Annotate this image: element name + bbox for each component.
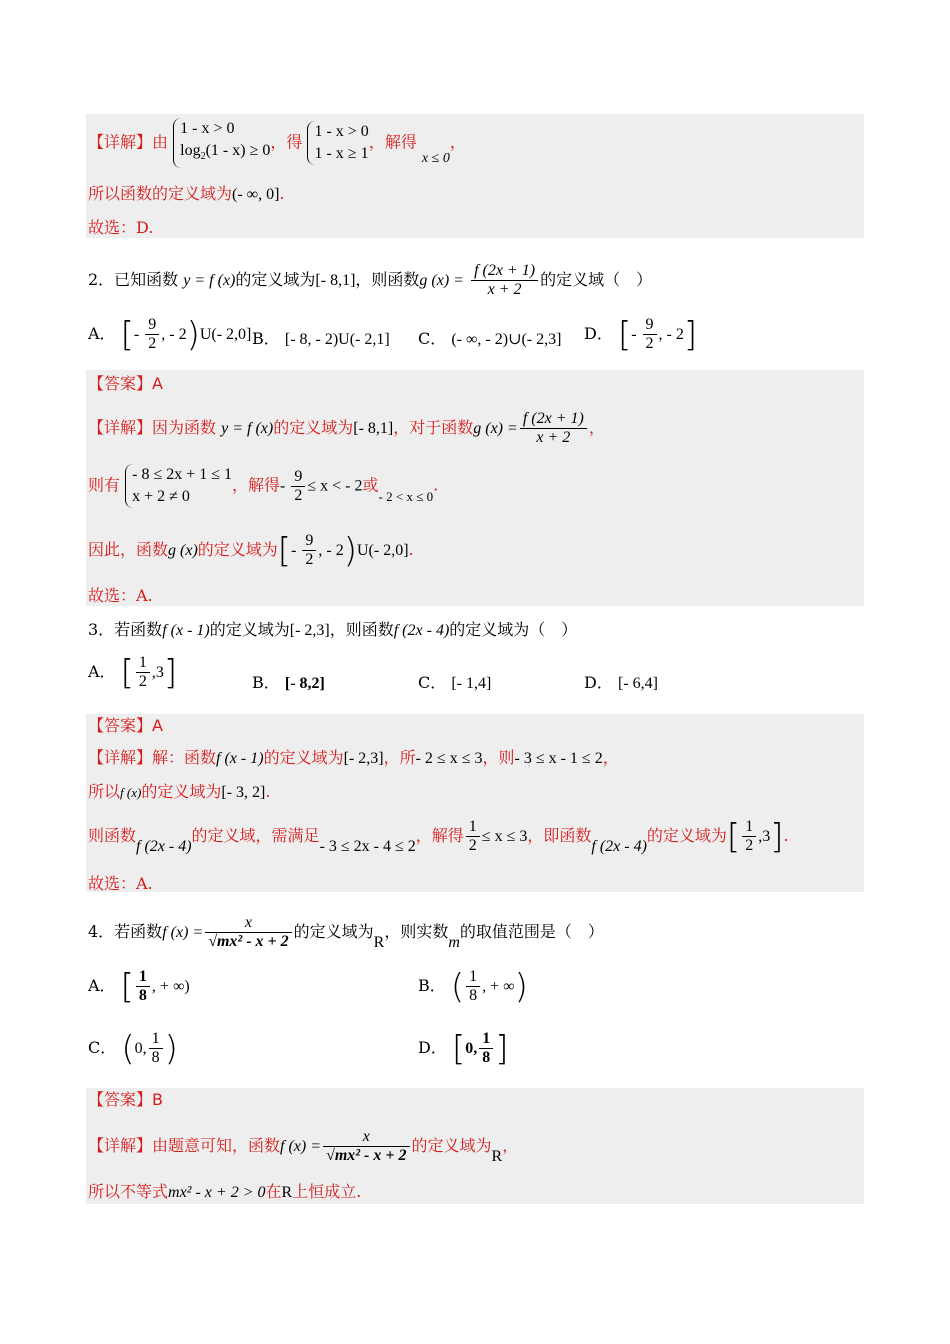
bracket: [: [451, 1028, 466, 1069]
s1-detail-line: [88, 118, 466, 168]
option-label: C．: [418, 329, 447, 348]
numerator: 1: [466, 818, 480, 837]
option-label: A．: [88, 662, 116, 681]
q2-detail-1: [88, 410, 605, 447]
math: [- 8,2]: [284, 675, 325, 692]
text: .: [279, 184, 285, 203]
system-brace: [307, 121, 368, 165]
text: 的定义域为: [411, 1136, 492, 1155]
math-gx: g (x): [168, 542, 198, 559]
numerator: 9: [643, 316, 657, 335]
q2-stem: [88, 262, 652, 299]
math: 0,: [134, 1040, 147, 1057]
denominator: 2: [745, 837, 754, 854]
numerator: 1: [136, 968, 150, 987]
math: , - 2: [318, 542, 344, 559]
math: ,3: [758, 828, 771, 845]
denominator: 8: [469, 987, 478, 1004]
bracket: ): [343, 530, 357, 571]
s1-choose: 故选：D.: [88, 218, 154, 237]
text: 的定义域为: [646, 826, 727, 845]
fraction: [291, 468, 305, 505]
numerator: 1: [466, 968, 480, 987]
math: [- 1,4]: [451, 675, 492, 692]
log-rest: (1 - x) ≥ 0: [205, 142, 271, 159]
q3-detail-1: [88, 748, 619, 769]
q3-option-c[interactable]: [418, 670, 491, 693]
math-fx: y = f (x): [221, 420, 274, 437]
math: U(- 2,0]: [356, 542, 409, 559]
bracket: [: [120, 966, 134, 1007]
option-label: B．: [252, 329, 280, 348]
fraction: [149, 1030, 163, 1067]
q2-choose: 故选：A.: [88, 586, 153, 605]
sys-line: 1 - x > 0: [314, 123, 369, 141]
text: 4．若函数: [88, 922, 163, 941]
math: mx² - x + 2 > 0: [168, 1184, 266, 1201]
fraction: [302, 532, 316, 569]
math: , + ∞: [482, 978, 515, 995]
q3-detail-2: [88, 782, 270, 803]
text: 则有: [88, 475, 121, 495]
detail-tag: 【详解】: [88, 748, 153, 767]
math: m: [448, 934, 460, 951]
math: [- 8, - 2)U(- 2,1]: [284, 331, 390, 348]
q2-option-a[interactable]: [88, 316, 251, 353]
bracket: (: [121, 1028, 135, 1069]
q4-detail-2: [88, 1182, 361, 1203]
math: -: [291, 542, 301, 559]
math: , - 2: [658, 326, 684, 343]
q4-stem: [88, 914, 604, 951]
bracket: ): [514, 966, 528, 1007]
text: 因此，函数: [88, 540, 169, 559]
q2-detail-3: [88, 532, 414, 569]
s1-domain-line: [88, 184, 285, 205]
q3-option-d[interactable]: [584, 670, 658, 693]
text: ，解得: [368, 132, 417, 152]
bracket: [: [617, 314, 632, 355]
math: [- 2,3]: [289, 622, 330, 639]
math-domain: [- 8,1]: [353, 420, 394, 437]
log-text: log: [180, 142, 201, 159]
log-base: 2: [200, 151, 206, 163]
text: 3．若函数: [88, 620, 163, 639]
bracket: ): [164, 1028, 178, 1069]
text: 的定义域为: [197, 540, 278, 559]
numerator: 9: [145, 316, 159, 335]
denominator: 8: [482, 1049, 491, 1066]
denominator: 8: [138, 987, 147, 1004]
denominator: 2: [294, 486, 303, 504]
text: ，对于函数: [393, 418, 474, 437]
math: , - 2: [161, 326, 187, 343]
option-label: A．: [88, 324, 116, 343]
text: 解：函数: [152, 748, 217, 767]
text: ，则实数: [384, 922, 449, 941]
bracket: ]: [163, 652, 178, 693]
denominator: x + 2: [487, 281, 522, 298]
text: ，则函数: [329, 620, 394, 639]
solution-block-3: [86, 714, 864, 892]
text: .: [265, 782, 271, 801]
q4-answer: 【答案】B: [88, 1090, 163, 1109]
text: ，即函数: [527, 826, 592, 845]
q4-option-a[interactable]: [88, 968, 190, 1005]
math: R: [373, 934, 385, 951]
text: 所以函数的定义域为: [88, 184, 233, 203]
numerator: 1: [479, 1030, 493, 1049]
math-domain: [- 8,1]: [315, 272, 356, 289]
detail-tag: 【详解】: [88, 1136, 153, 1155]
math: f (x - 1): [162, 622, 210, 639]
q2-option-b[interactable]: [252, 326, 390, 349]
math: f (x) =: [280, 1138, 322, 1155]
numerator: x: [323, 1128, 409, 1147]
text: ，所: [383, 748, 416, 767]
q3-choose: 故选：A.: [88, 874, 153, 893]
math: f (2x - 4): [591, 838, 647, 855]
text: 的定义域为: [209, 620, 290, 639]
option-label: D．: [418, 1038, 447, 1057]
numerator: 1: [149, 1030, 163, 1049]
q3-option-b[interactable]: [252, 670, 325, 693]
denominator: x + 2: [536, 429, 571, 446]
text: 的定义域，需满足: [191, 826, 320, 845]
math: - 3 ≤ x - 1 ≤ 2: [514, 750, 603, 767]
fraction: [742, 818, 756, 855]
fraction: [643, 316, 657, 353]
bracket: (: [450, 966, 465, 1007]
math: ,3: [151, 664, 164, 681]
text: .: [433, 475, 439, 495]
fraction: [145, 316, 159, 353]
text: ，: [588, 418, 605, 437]
sys-line: 1 - x > 0: [180, 120, 235, 137]
math: (- ∞, - 2)∪(- 2,3]: [451, 331, 562, 348]
math: [- 2,3]: [343, 750, 384, 767]
q2-option-d[interactable]: [584, 316, 697, 353]
fraction: [466, 968, 480, 1005]
sys-line: 1 - x ≥ 1: [314, 145, 369, 163]
option-label: C．: [418, 673, 447, 692]
bracket: ]: [495, 1028, 509, 1069]
math: R: [491, 1148, 503, 1165]
text: 因为函数: [152, 418, 217, 437]
text: 的定义域（ ）: [540, 270, 653, 289]
denominator: 2: [138, 673, 147, 690]
text: ，解得: [232, 475, 281, 495]
math-fx: y = f (x): [183, 272, 236, 289]
math: [- 3, 2]: [221, 784, 266, 801]
math: - 2 ≤ x ≤ 3: [415, 750, 483, 767]
math-domain: (- ∞, 0]: [232, 186, 280, 203]
denominator: 2: [148, 335, 157, 352]
detail-tag: 【详解】: [88, 132, 153, 152]
text: 或: [362, 475, 379, 495]
q3-answer: 【答案】A: [88, 716, 163, 735]
text: 的定义域为: [273, 418, 354, 437]
option-label: A．: [88, 976, 116, 995]
q3-option-a[interactable]: [88, 654, 177, 691]
sys-line: x + 2 ≠ 0: [132, 488, 190, 505]
detail-tag: 【详解】: [88, 418, 153, 437]
text: ，: [602, 748, 619, 767]
fraction: [479, 1030, 493, 1067]
math: ≤ x < - 2: [307, 477, 363, 495]
fraction: [520, 410, 587, 447]
option-label: D．: [584, 324, 613, 343]
math: f (x - 1): [216, 750, 264, 767]
sys-line: - 8 ≤ 2x + 1 ≤ 1: [132, 466, 233, 483]
denominator: 8: [151, 1049, 160, 1066]
math: f (2x - 4): [136, 838, 192, 855]
math: -: [133, 326, 144, 343]
q2-option-c[interactable]: [418, 326, 561, 349]
option-label: B．: [252, 673, 280, 692]
fraction: [136, 968, 150, 1005]
text: 的取值范围是（ ）: [459, 922, 604, 941]
bracket: [: [726, 816, 741, 857]
q4-detail-1: [88, 1128, 518, 1165]
q3-stem: [88, 620, 577, 641]
math: 0,: [465, 1040, 478, 1057]
fraction: [205, 914, 291, 951]
text: 2．已知函数: [88, 270, 179, 289]
numerator: f (2x + 1): [471, 262, 538, 281]
q3-detail-3: [88, 818, 789, 855]
denominator: 2: [305, 551, 314, 568]
text: 所以不等式: [88, 1182, 169, 1201]
fraction: [323, 1128, 409, 1165]
text: ，: [449, 132, 466, 152]
math: - 2 < x ≤ 0: [378, 488, 434, 504]
text: ，则: [482, 748, 515, 767]
math: f (x): [120, 785, 142, 800]
math-gx: g (x) =: [473, 420, 518, 437]
text: 由: [152, 132, 169, 152]
text: ，得: [270, 132, 303, 152]
text: 的定义域为: [141, 782, 222, 801]
text: 在: [265, 1182, 282, 1201]
q2-answer: 【答案】A: [88, 374, 163, 393]
q4-option-b[interactable]: [418, 968, 528, 1005]
math: f (x) =: [162, 924, 204, 941]
bracket: ): [186, 314, 200, 355]
text: ，解得: [415, 826, 464, 845]
text: 的定义域为: [263, 748, 344, 767]
text: .: [783, 826, 789, 845]
text: 的定义域为（ ）: [449, 620, 578, 639]
math: R: [281, 1184, 293, 1201]
fraction: [466, 818, 480, 855]
bracket: [: [277, 530, 292, 571]
text: 则函数: [88, 826, 137, 845]
q4-option-d[interactable]: [418, 1030, 508, 1067]
math: -: [631, 326, 641, 343]
numerator: 1: [136, 654, 150, 673]
denominator: √mx² - x + 2: [326, 1147, 407, 1164]
bracket: ]: [770, 816, 784, 857]
text: 的定义域为: [235, 270, 316, 289]
math: , + ∞): [151, 978, 190, 995]
fraction: [471, 262, 538, 299]
math: ≤ x ≤ 3: [481, 828, 528, 845]
numerator: f (2x + 1): [520, 410, 587, 429]
option-label: D．: [584, 673, 613, 692]
text: ，则函数: [355, 270, 420, 289]
numerator: 9: [302, 532, 316, 551]
math: - 3 ≤ 2x - 4 ≤ 2: [319, 838, 416, 855]
numerator: 1: [742, 818, 756, 837]
math-gx: g (x) =: [419, 272, 464, 289]
numerator: x: [205, 914, 291, 933]
text: .: [408, 540, 414, 559]
text: 由题意可知，函数: [152, 1136, 281, 1155]
system-brace: [125, 464, 232, 508]
text: 上恒成立.: [292, 1182, 362, 1201]
math: U(- 2,0]: [199, 326, 252, 343]
text: 所以: [88, 782, 121, 801]
bracket: ]: [683, 314, 698, 355]
math: [- 6,4]: [617, 675, 658, 692]
q2-detail-2: [88, 464, 438, 508]
denominator: 2: [645, 335, 654, 352]
sys-line: [180, 140, 270, 168]
system-brace: [173, 118, 270, 168]
text: ，: [502, 1136, 519, 1155]
option-label: C．: [88, 1038, 117, 1057]
math-result: x ≤ 0: [421, 150, 450, 166]
text: 的定义域为: [293, 922, 374, 941]
bracket: [: [120, 314, 134, 355]
numerator: 9: [291, 468, 305, 487]
denominator: 2: [468, 837, 477, 854]
bracket: [: [120, 652, 134, 693]
denominator: √mx² - x + 2: [208, 933, 289, 950]
fraction: [136, 654, 150, 691]
math: f (2x - 4): [393, 622, 450, 639]
math: -: [280, 477, 290, 495]
q4-option-c[interactable]: [88, 1030, 178, 1067]
option-label: B．: [418, 976, 446, 995]
